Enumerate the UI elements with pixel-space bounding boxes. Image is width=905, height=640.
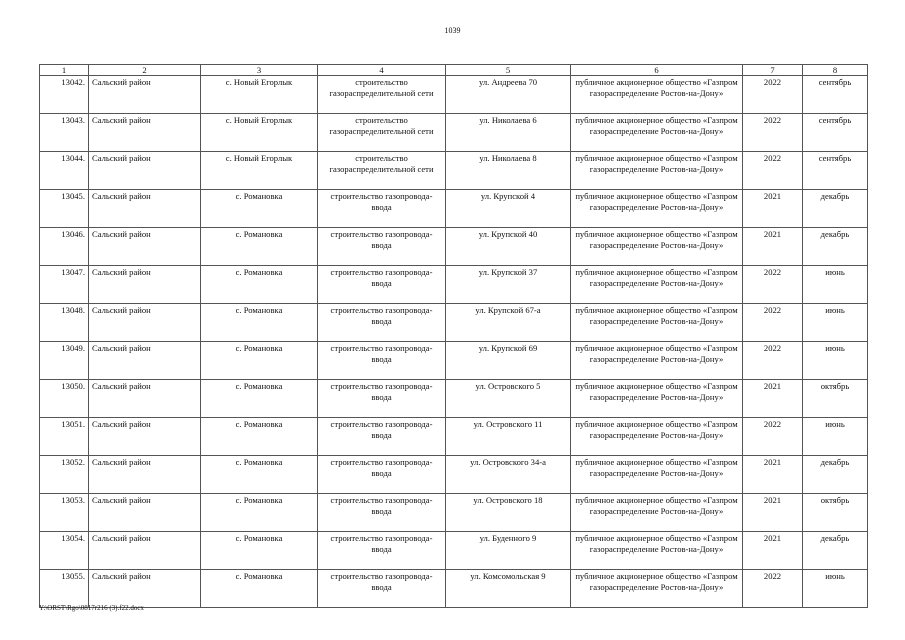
address-cell: ул. Комсомольская 9 [446, 570, 571, 608]
owner-cell: публичное акционерное общество «Газпром газораспределение Ростов-на-Дону» [571, 570, 743, 608]
year-cell: 2021 [743, 456, 803, 494]
table-row [40, 456, 868, 494]
year-cell: 2021 [743, 494, 803, 532]
work-type-cell: строительство газопровода-ввода [318, 266, 446, 304]
district-cell: Сальский район [89, 152, 201, 190]
work-type-cell: строительство газораспределительной сети [318, 76, 446, 114]
owner-cell: публичное акционерное общество «Газпром газораспределение Ростов-на-Дону» [571, 152, 743, 190]
owner-cell: публичное акционерное общество «Газпром газораспределение Ростов-на-Дону» [571, 342, 743, 380]
column-number: 7 [743, 65, 803, 76]
table-row [40, 76, 868, 114]
row-number-cell: 13050. [40, 380, 89, 418]
owner-cell: публичное акционерное общество «Газпром газораспределение Ростов-на-Дону» [571, 76, 743, 114]
table-row [40, 190, 868, 228]
year-cell: 2022 [743, 304, 803, 342]
table-row [40, 532, 868, 570]
owner-cell: публичное акционерное общество «Газпром газораспределение Ростов-на-Дону» [571, 418, 743, 456]
month-cell: декабрь [803, 228, 868, 266]
address-cell: ул. Островского 11 [446, 418, 571, 456]
table-row [40, 228, 868, 266]
owner-cell: публичное акционерное общество «Газпром газораспределение Ростов-на-Дону» [571, 494, 743, 532]
year-cell: 2022 [743, 418, 803, 456]
row-number-cell: 13048. [40, 304, 89, 342]
month-cell: сентябрь [803, 114, 868, 152]
owner-cell: публичное акционерное общество «Газпром газораспределение Ростов-на-Дону» [571, 190, 743, 228]
work-type-cell: строительство газопровода-ввода [318, 532, 446, 570]
month-cell: июнь [803, 570, 868, 608]
address-cell: ул. Крупской 40 [446, 228, 571, 266]
month-cell: декабрь [803, 456, 868, 494]
column-number: 4 [318, 65, 446, 76]
work-type-cell: строительство газопровода-ввода [318, 380, 446, 418]
row-number-cell: 13045. [40, 190, 89, 228]
address-cell: ул. Николаева 8 [446, 152, 571, 190]
table-body [40, 65, 868, 608]
address-cell: ул. Островского 34-а [446, 456, 571, 494]
settlement-cell: с. Романовка [201, 304, 318, 342]
column-number: 2 [89, 65, 201, 76]
district-cell: Сальский район [89, 304, 201, 342]
table-row [40, 570, 868, 608]
district-cell: Сальский район [89, 494, 201, 532]
work-type-cell: строительство газопровода-ввода [318, 190, 446, 228]
address-cell: ул. Крупской 4 [446, 190, 571, 228]
settlement-cell: с. Романовка [201, 342, 318, 380]
district-cell: Сальский район [89, 190, 201, 228]
year-cell: 2022 [743, 342, 803, 380]
month-cell: октябрь [803, 494, 868, 532]
registry-table [39, 64, 868, 608]
district-cell: Сальский район [89, 418, 201, 456]
table-row [40, 114, 868, 152]
footer-file-path: Y:\ORST\Rgo\0817r216 (3).f22.docx [39, 604, 144, 612]
year-cell: 2022 [743, 114, 803, 152]
settlement-cell: с. Романовка [201, 570, 318, 608]
year-cell: 2022 [743, 152, 803, 190]
column-number: 5 [446, 65, 571, 76]
year-cell: 2021 [743, 228, 803, 266]
owner-cell: публичное акционерное общество «Газпром газораспределение Ростов-на-Дону» [571, 456, 743, 494]
address-cell: ул. Крупской 67-а [446, 304, 571, 342]
district-cell: Сальский район [89, 228, 201, 266]
work-type-cell: строительство газопровода-ввода [318, 570, 446, 608]
owner-cell: публичное акционерное общество «Газпром газораспределение Ростов-на-Дону» [571, 380, 743, 418]
address-cell: ул. Островского 18 [446, 494, 571, 532]
address-cell: ул. Крупской 37 [446, 266, 571, 304]
settlement-cell: с. Романовка [201, 228, 318, 266]
address-cell: ул. Николаева 6 [446, 114, 571, 152]
row-number-cell: 13053. [40, 494, 89, 532]
row-number-cell: 13054. [40, 532, 89, 570]
month-cell: декабрь [803, 532, 868, 570]
work-type-cell: строительство газопровода-ввода [318, 342, 446, 380]
table-row [40, 418, 868, 456]
table-row [40, 266, 868, 304]
table-row [40, 152, 868, 190]
row-number-cell: 13046. [40, 228, 89, 266]
table-row [40, 380, 868, 418]
year-cell: 2021 [743, 532, 803, 570]
year-cell: 2022 [743, 570, 803, 608]
year-cell: 2022 [743, 76, 803, 114]
row-number-cell: 13049. [40, 342, 89, 380]
settlement-cell: с. Романовка [201, 532, 318, 570]
month-cell: декабрь [803, 190, 868, 228]
district-cell: Сальский район [89, 380, 201, 418]
month-cell: октябрь [803, 380, 868, 418]
settlement-cell: с. Новый Егорлык [201, 114, 318, 152]
settlement-cell: с. Романовка [201, 456, 318, 494]
row-number-cell: 13055. [40, 570, 89, 608]
address-cell: ул. Крупской 69 [446, 342, 571, 380]
owner-cell: публичное акционерное общество «Газпром газораспределение Ростов-на-Дону» [571, 266, 743, 304]
settlement-cell: с. Новый Егорлык [201, 152, 318, 190]
district-cell: Сальский район [89, 342, 201, 380]
settlement-cell: с. Романовка [201, 494, 318, 532]
settlement-cell: с. Романовка [201, 190, 318, 228]
column-number: 8 [803, 65, 868, 76]
table-row [40, 494, 868, 532]
page-number: 1039 [444, 26, 461, 35]
district-cell: Сальский район [89, 570, 201, 608]
work-type-cell: строительство газопровода-ввода [318, 418, 446, 456]
month-cell: сентябрь [803, 76, 868, 114]
work-type-cell: строительство газопровода-ввода [318, 304, 446, 342]
column-number: 1 [40, 65, 89, 76]
table-row [40, 342, 868, 380]
settlement-cell: с. Романовка [201, 266, 318, 304]
owner-cell: публичное акционерное общество «Газпром газораспределение Ростов-на-Дону» [571, 228, 743, 266]
row-number-cell: 13052. [40, 456, 89, 494]
address-cell: ул. Буденного 9 [446, 532, 571, 570]
row-number-cell: 13043. [40, 114, 89, 152]
row-number-cell: 13051. [40, 418, 89, 456]
settlement-cell: с. Новый Егорлык [201, 76, 318, 114]
table-row [40, 304, 868, 342]
month-cell: сентябрь [803, 152, 868, 190]
column-number: 3 [201, 65, 318, 76]
year-cell: 2021 [743, 190, 803, 228]
month-cell: июнь [803, 304, 868, 342]
month-cell: июнь [803, 266, 868, 304]
owner-cell: публичное акционерное общество «Газпром газораспределение Ростов-на-Дону» [571, 304, 743, 342]
work-type-cell: строительство газораспределительной сети [318, 152, 446, 190]
row-number-cell: 13042. [40, 76, 89, 114]
work-type-cell: строительство газопровода-ввода [318, 228, 446, 266]
column-number: 6 [571, 65, 743, 76]
district-cell: Сальский район [89, 114, 201, 152]
district-cell: Сальский район [89, 456, 201, 494]
district-cell: Сальский район [89, 266, 201, 304]
owner-cell: публичное акционерное общество «Газпром газораспределение Ростов-на-Дону» [571, 114, 743, 152]
work-type-cell: строительство газопровода-ввода [318, 494, 446, 532]
year-cell: 2021 [743, 380, 803, 418]
address-cell: ул. Островского 5 [446, 380, 571, 418]
work-type-cell: строительство газопровода-ввода [318, 456, 446, 494]
work-type-cell: строительство газораспределительной сети [318, 114, 446, 152]
district-cell: Сальский район [89, 532, 201, 570]
settlement-cell: с. Романовка [201, 418, 318, 456]
settlement-cell: с. Романовка [201, 380, 318, 418]
row-number-cell: 13044. [40, 152, 89, 190]
row-number-cell: 13047. [40, 266, 89, 304]
year-cell: 2022 [743, 266, 803, 304]
column-number-row [40, 65, 868, 76]
district-cell: Сальский район [89, 76, 201, 114]
month-cell: июнь [803, 342, 868, 380]
owner-cell: публичное акционерное общество «Газпром газораспределение Ростов-на-Дону» [571, 532, 743, 570]
month-cell: июнь [803, 418, 868, 456]
address-cell: ул. Андреева 70 [446, 76, 571, 114]
